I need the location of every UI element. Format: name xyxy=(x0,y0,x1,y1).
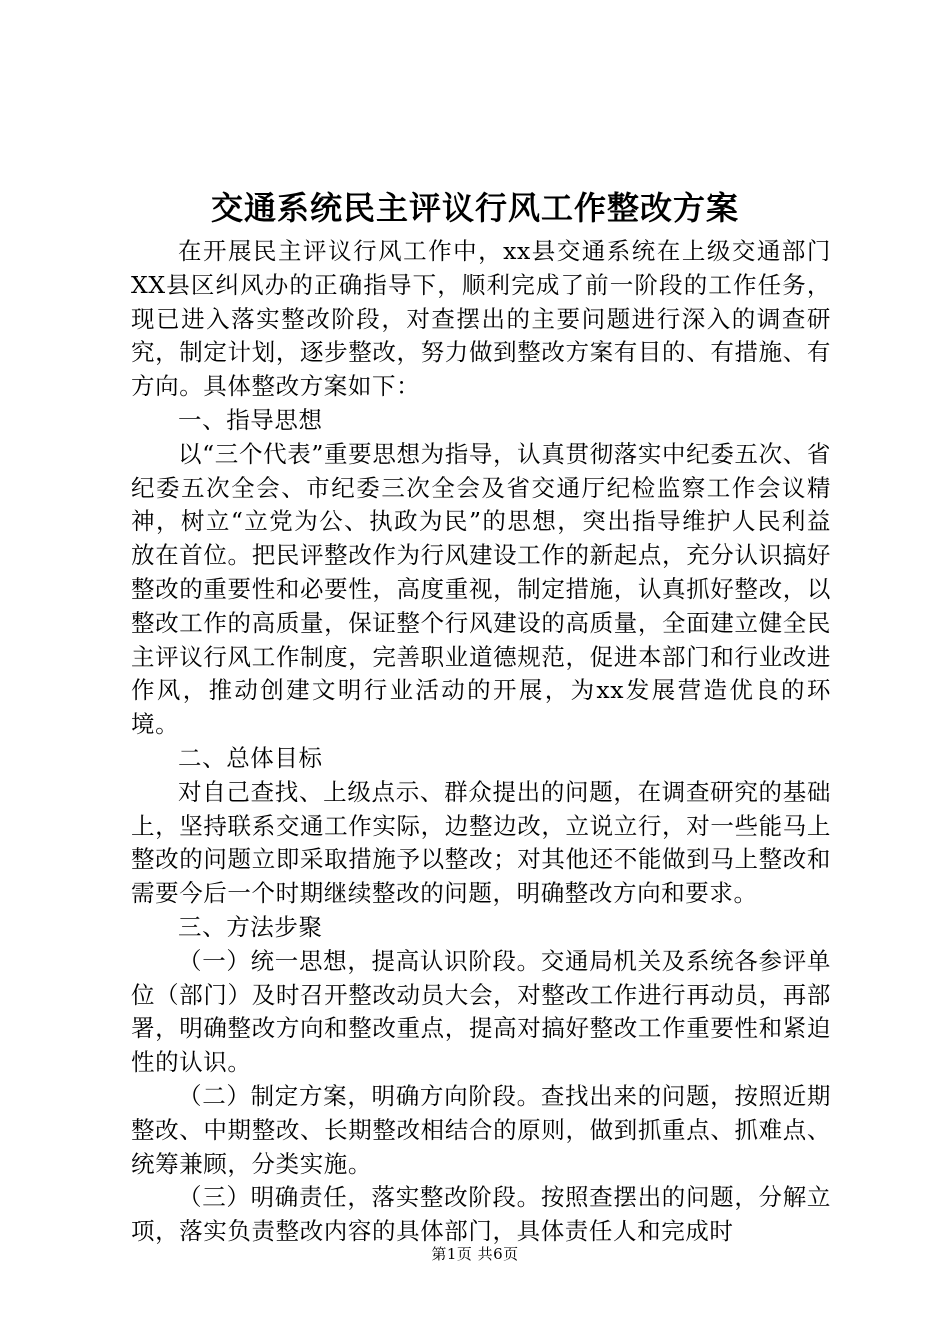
section-heading-overall-goal: 二、总体目标 xyxy=(178,743,323,772)
section-body-overall-goal: 对自己查找、上级点示、群众提出的问题，在调查研究的基础上，坚持联系交通工作实际，边整边改，立说立行，对一些能马上整改的问题立即采取措施予以整改；对其他还不能做到马上整改和需要今后一个时期继续整改的问题，明确整改方向和要求。 xyxy=(131,777,831,908)
section-body-guiding-ideology: 以“三个代表”重要思想为指导，认真贯彻落实中纪委五次、省纪委五次全会、市纪委三次全会及省交通厅纪检监察工作会议精神，树立“立党为公、执政为民”的思想，突出指导维护人民利益放在首位。把民评整改作为行风建设工作的新起点，充分认识搞好整改的重要性和必要性，高度重视，制定措施，认真抓好整改，以整改工作的高质量，保证整个行风建设的高质量，全面建立健全民主评议行风工作制度，完善职业道德规范，促进本部门和行业改进作风，推动创建文明行业活动的开展，为xx发展营造优良的环境。 xyxy=(131,439,831,739)
page-number-footer: 第1页 共6页 xyxy=(431,1245,519,1263)
section-heading-method-steps: 三、方法步聚 xyxy=(178,912,323,941)
step-paragraph-1: （一）统一思想，提高认识阶段。交通局机关及系统各参评单位（部门）及时召开整改动员大会，对整改工作进行再动员，再部署，明确整改方向和整改重点，提高对搞好整改工作重要性和紧迫性的认识。 xyxy=(131,946,831,1077)
section-heading-guiding-ideology: 一、指导思想 xyxy=(178,405,323,434)
document-title: 交通系统民主评议行风工作整改方案 xyxy=(210,189,739,227)
step-paragraph-3: （三）明确责任，落实整改阶段。按照查摆出的问题，分解立项，落实负责整改内容的具体部门，具体责任人和完成时 xyxy=(131,1183,831,1246)
document-body xyxy=(131,235,831,1249)
intro-paragraph: 在开展民主评议行风工作中，xx县交通系统在上级交通部门XX县区纠风办的正确指导下，顺利完成了前一阶段的工作任务，现已进入落实整改阶段，对查摆出的主要问题进行深入的调查研究，制定计划，逐步整改，努力做到整改方案有目的、有措施、有方向。具体整改方案如下： xyxy=(131,237,831,401)
step-paragraph-2: （二）制定方案，明确方向阶段。查找出来的问题，按照近期整改、中期整改、长期整改相结合的原则，做到抓重点、抓难点、统筹兼顾，分类实施。 xyxy=(131,1081,831,1178)
